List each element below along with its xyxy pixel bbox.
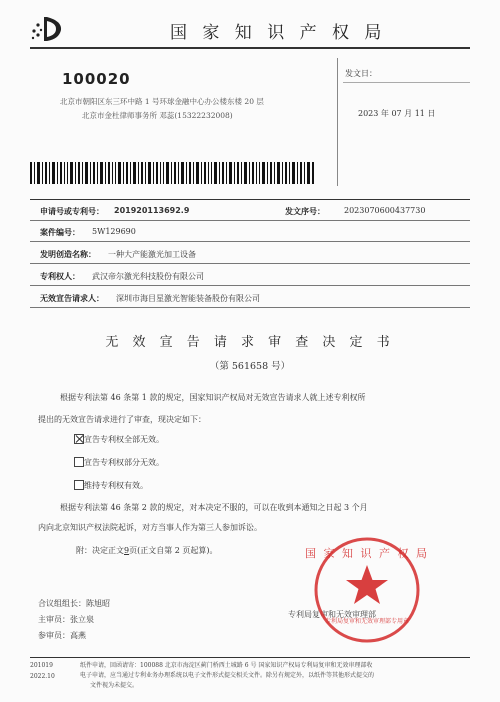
recipient-firm: 北京市金杜律师事务所 邓蕊(15322232008) [82, 111, 233, 120]
form-code: 201019 [30, 662, 53, 669]
footer-note-line3: 文件视为未提交。 [90, 682, 139, 689]
panel-leader: 合议组组长：陈旭昭 [38, 599, 110, 608]
option-invalid-all-checkbox [74, 434, 84, 444]
header-rule [30, 47, 470, 49]
svg-text:专利局复审和无效审理部专用章: 专利局复审和无效审理部专用章 [324, 618, 410, 625]
patentee-label: 专利权人： [40, 272, 80, 281]
option-maintain-checkbox [74, 480, 84, 490]
patentee-name: 武汉帝尔激光科技股份有限公司 [92, 272, 204, 281]
footer-note-line2: 电子申请，应当通过专利业务办理系统以电子文件形式提交相关文件。除另有规定外，以纸件等其他形式提交的 [80, 672, 375, 679]
info-row-patentee [30, 265, 470, 286]
issuing-department: 专利局复审和无效审理部 [288, 610, 376, 619]
option-invalid-part-label: 宣告专利权部分无效。 [84, 458, 164, 467]
info-row-case [30, 221, 470, 242]
decision-para2-line2: 内向北京知识产权法院起诉，对方当事人作为第三人参加诉讼。 [38, 523, 262, 532]
dispatch-no-label: 发文序号： [285, 207, 325, 216]
footer-rule [30, 657, 470, 658]
decision-para1-line2: 提出的无效宣告请求进行了审查，现决定如下： [38, 415, 206, 424]
application-no-label: 申请号或专利号： [40, 207, 104, 216]
footer-note-line1: 纸件申请，回函请寄：100088 北京市海淀区蓟门桥西土城路 6 号 国家知识产权局专利局复审和无效审理部收 [80, 662, 373, 669]
dispatch-no: 2023070600437730 [344, 206, 426, 215]
participating-examiner: 参审员：高燕 [38, 631, 86, 640]
date-rule [343, 82, 470, 83]
option-invalid-all-label: 宣告专利权全部无效。 [84, 435, 164, 444]
postcode: 100020 [62, 70, 131, 88]
option-maintain-label: 维持专利权有效。 [84, 481, 148, 490]
decision-para1-line1: 根据专利法第 46 条第 1 款的规定，国家知识产权局对无效宣告请求人就上述专利权所 [60, 393, 366, 402]
option-invalid-part-checkbox [74, 457, 84, 467]
attachment-pages: 9 [124, 546, 130, 555]
barcode-icon [30, 162, 315, 184]
decision-title: 无 效 宣 告 请 求 审 查 决 定 书 [105, 335, 395, 350]
official-seal-icon [305, 535, 429, 645]
invention-label: 发明创造名称： [40, 250, 96, 259]
date-label: 发文日： [345, 69, 377, 78]
svg-text:国 家 知 识 产 权 局: 国 家 知 识 产 权 局 [305, 547, 429, 560]
attachment-prefix: 附：决定正文 [76, 546, 124, 555]
case-no: 5W129690 [92, 227, 136, 236]
lead-examiner: 主审员：张立泉 [38, 615, 94, 624]
attachment-suffix: 页(正文自第 2 页起算)。 [129, 546, 218, 555]
recipient-address: 北京市朝阳区东三环中路 1 号环球金融中心办公楼东楼 20 层 [60, 97, 264, 106]
info-row-requester [30, 287, 470, 308]
info-row-application [30, 199, 470, 221]
requester-label: 无效宣告请求人： [40, 294, 104, 303]
issue-date: 2023 年 07 月 11 日 [358, 109, 436, 118]
invention-name: 一种大产能激光加工设备 [108, 250, 196, 259]
office-name: 国 家 知 识 产 权 局 [170, 23, 387, 43]
form-version: 2022.10 [30, 673, 55, 680]
attachment-note [76, 545, 218, 556]
case-no-label: 案件编号： [40, 228, 80, 237]
info-row-invention [30, 243, 470, 264]
decision-para2-line1: 根据专利法第 46 条第 2 款的规定，对本决定不服的，可以在收到本通知之日起 3 个月 [60, 503, 368, 512]
application-no: 201920113692.9 [114, 206, 190, 215]
header-divider [337, 58, 338, 186]
requester-name: 深圳市海目星激光智能装备股份有限公司 [116, 294, 260, 303]
cnipa-logo-icon [30, 15, 64, 43]
decision-number: （第 561658 号） [209, 361, 291, 372]
